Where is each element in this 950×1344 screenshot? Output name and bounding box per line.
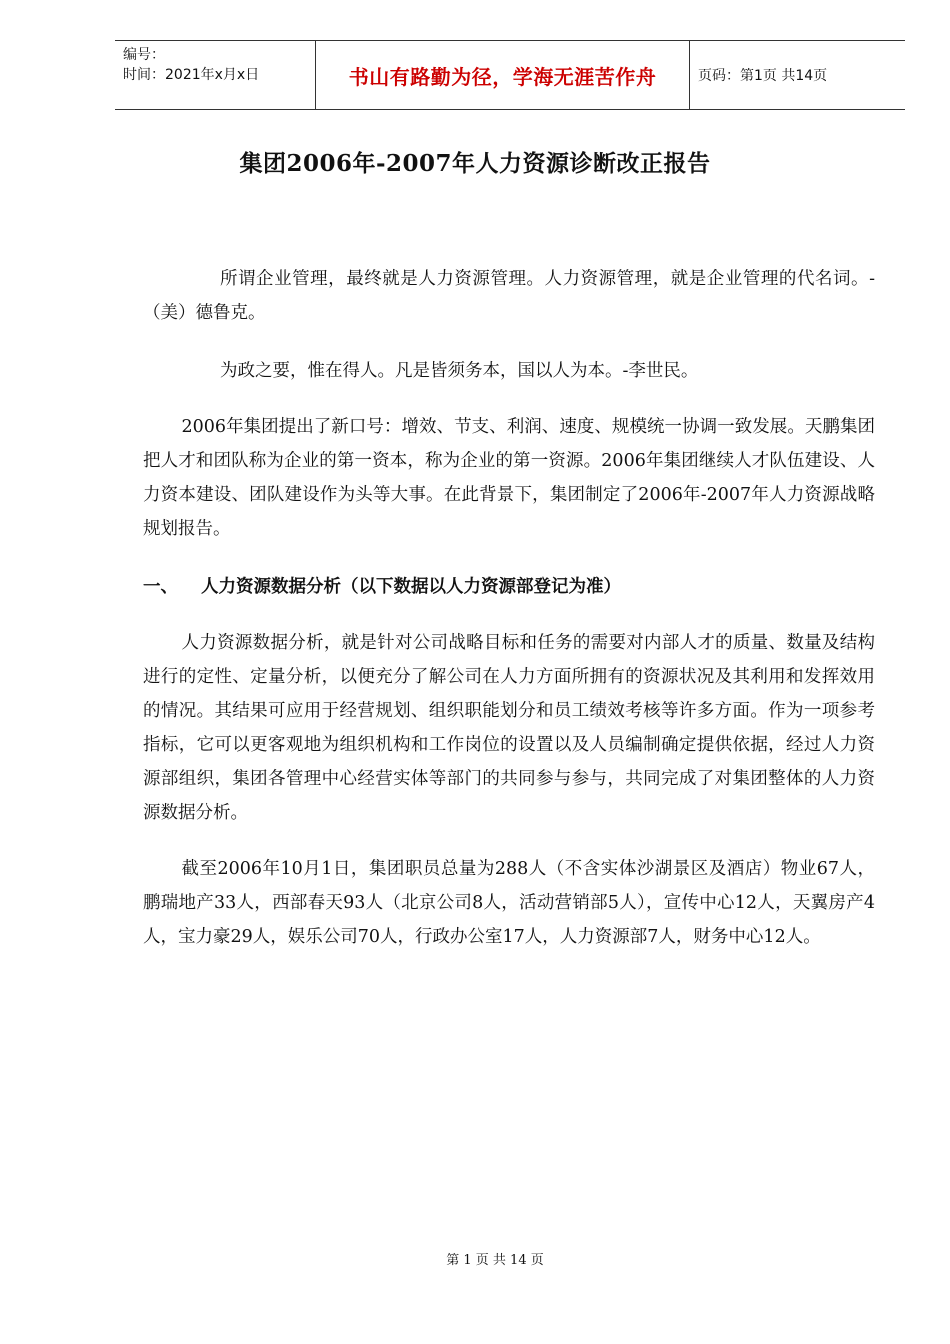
section-title: 人力资源数据分析（以下数据以人力资源部登记为准） — [201, 577, 621, 597]
quote-drucker: 所谓企业管理，最终就是人力资源管理。人力资源管理，就是企业管理的代名词。-（美）德鲁克。 — [143, 269, 875, 323]
header-table — [115, 40, 905, 110]
quote-li-shimin: 为政之要，惟在得人。凡是皆须务本，国以人为本。-李世民。 — [220, 361, 699, 381]
time-label: 时间：2021年x月x日 — [123, 67, 260, 83]
header-page-info: 页码：第1页 共14页 — [698, 68, 828, 84]
analysis-paragraph: 人力资源数据分析，就是针对公司战略目标和任务的需要对内部人才的质量、数量及结构进行的定性、定量分析，以便充分了解公司在人力方面所拥有的资源状况及其利用和发挥效用的情况。其结果可应用于经营规划、组织职能划分和员工绩效考核等许多方面。作为一项参考指标，它可以更客观地为组织机构和工作岗位的设置以及人员编制确定提供依据，经过人力资源部组织，集团各管理中心经营实体等部门的共同参与参与，共同完成了对集团整体的人力资源数据分析。 — [143, 633, 875, 823]
page-footer: 第 1 页 共 14 页 — [446, 1253, 544, 1268]
header-meta-cell — [115, 41, 316, 109]
stats-paragraph: 截至2006年10月1日，集团职员总量为288人（不含实体沙湖景区及酒店）物业67人，鹏瑞地产33人，西部春天93人（北京公司8人，活动营销部5人），宣传中心12人，天翼房产4人，宝力豪29人，娱乐公司70人，行政办公室17人，人力资源部7人，财务中心12人。 — [143, 859, 875, 947]
header-motto: 书山有路勤为径，学海无涯苦作舟 — [316, 41, 690, 109]
serial-label: 编号： — [123, 47, 165, 63]
section-number: 一、 — [143, 577, 178, 597]
document-title: 集团2006年-2007年人力资源诊断改正报告 — [239, 150, 711, 177]
document-body — [143, 262, 875, 954]
section-heading — [143, 570, 875, 604]
intro-paragraph: 2006年集团提出了新口号：增效、节支、利润、速度、规模统一协调一致发展。天鹏集团把人才和团队称为企业的第一资本，称为企业的第一资源。2006年集团继续人才队伍建设、人力资本建设、团队建设作为头等大事。在此背景下，集团制定了2006年-2007年人力资源战略规划报告。 — [143, 417, 875, 539]
